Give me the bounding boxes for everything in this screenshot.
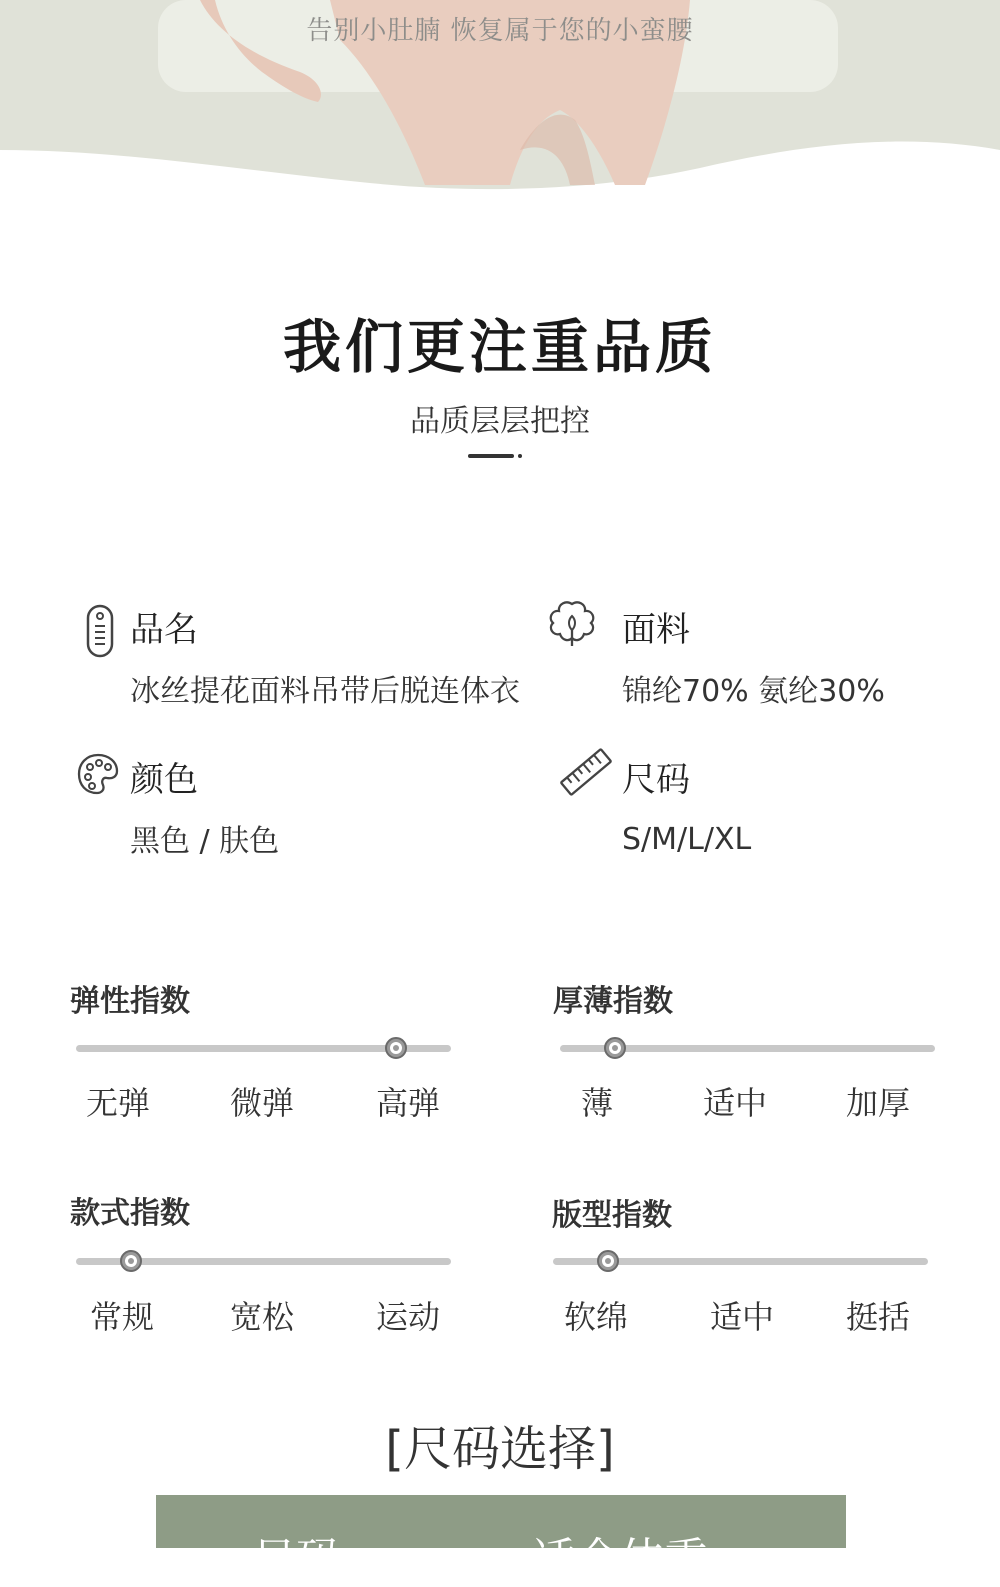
index-option: 加厚 (845, 1084, 910, 1122)
index-option: 适中 (702, 1084, 767, 1122)
index-knob[interactable] (120, 1250, 142, 1272)
size-column-label: 尺码 (252, 1534, 340, 1585)
index-title: 弹性指数 (70, 984, 190, 1019)
index-option: 高弹 (375, 1084, 440, 1122)
ruler-icon (556, 742, 616, 802)
spec-label: 品名 (130, 610, 198, 650)
subtitle-divider-dot (518, 454, 522, 458)
hero-caption: 告别小肚腩 恢复属于您的小蛮腰 (306, 16, 694, 46)
index-option: 软绵 (563, 1298, 628, 1336)
index-option: 微弹 (229, 1084, 294, 1122)
page-subtitle: 品质层层把控 (410, 404, 590, 439)
spec-value: 锦纶70% 氨纶30% (622, 674, 885, 709)
weight-column-label: 适合体重 (532, 1534, 708, 1585)
index-option: 薄 (580, 1084, 613, 1122)
spec-label: 尺码 (622, 760, 690, 800)
index-option: 适中 (709, 1298, 774, 1336)
index-knob[interactable] (385, 1037, 407, 1059)
index-knob[interactable] (604, 1037, 626, 1059)
palette-icon (76, 752, 120, 796)
index-option: 无弹 (85, 1084, 150, 1122)
page-title: 我们更注重品质 (282, 313, 717, 381)
tag-icon (86, 604, 114, 658)
spec-value: 黑色 / 肤色 (130, 824, 280, 859)
index-title: 版型指数 (552, 1198, 672, 1233)
index-knob[interactable] (597, 1250, 619, 1272)
spec-label: 面料 (622, 610, 690, 650)
index-option: 宽松 (229, 1298, 294, 1336)
size-section-title: [尺码选择] (385, 1421, 615, 1477)
spec-value: S/M/L/XL (622, 822, 752, 857)
index-option: 挺括 (845, 1298, 910, 1336)
spec-label: 颜色 (130, 760, 198, 800)
index-title: 厚薄指数 (553, 984, 673, 1019)
size-table-header (156, 1495, 846, 1585)
hero-banner (0, 0, 1000, 200)
cotton-icon (546, 598, 598, 648)
spec-value: 冰丝提花面料吊带后脱连体衣 (130, 674, 520, 709)
index-option: 常规 (89, 1298, 154, 1336)
index-option: 运动 (375, 1298, 440, 1336)
index-title: 款式指数 (70, 1196, 190, 1231)
subtitle-divider (468, 454, 514, 458)
